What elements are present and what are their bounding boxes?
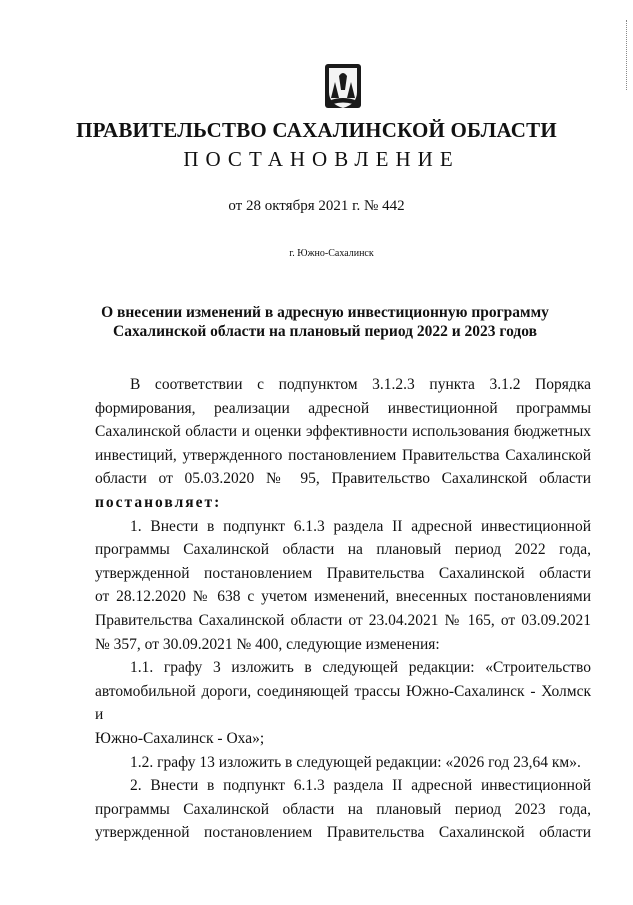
body-line: 2. Внести в подпункт 6.1.3 раздела II адресной инвестиционной — [130, 777, 591, 795]
body-line: 1.2. графу 13 изложить в следующей редакции: «2026 год 23,64 км». — [130, 753, 581, 771]
document-city: г. Южно-Сахалинск — [289, 248, 374, 259]
body-line: программы Сахалинской области на плановый период 2023 года, — [95, 800, 591, 818]
body-line: Южно-Сахалинск - Оха»; — [95, 729, 265, 747]
body-line: утвержденной постановлением Правительства Сахалинской области — [95, 564, 591, 582]
sakhalin-emblem-icon — [317, 62, 369, 114]
body-line: области от 05.03.2020 № 95, Правительство Сахалинской области — [95, 470, 591, 488]
body-line: № 357, от 30.09.2021 № 400, следующие изменения: — [95, 635, 440, 653]
body-line: автомобильной дороги, соединяющей трассы Южно-Сахалинск - Холмск и — [95, 682, 591, 724]
body-line: программы Сахалинской области на плановый период 2022 года, — [95, 541, 591, 559]
document-date-number: от 28 октября 2021 г. № 442 — [228, 198, 405, 214]
body-line: 1.1. графу 3 изложить в следующей редакции: «Строительство — [130, 659, 591, 677]
decree-word: постановляет: — [95, 493, 222, 511]
organization-title: ПРАВИТЕЛЬСТВО САХАЛИНСКОЙ ОБЛАСТИ — [76, 118, 557, 142]
body-line: формирования, реализации адресной инвестиционной программы — [95, 399, 591, 417]
body-line: Правительства Сахалинской области от 23.04.2021 № 165, от 03.09.2021 — [95, 611, 591, 629]
document-body — [95, 373, 591, 845]
decree-word-line — [95, 491, 591, 515]
document-subject — [90, 303, 560, 341]
subject-line: Сахалинской области на плановый период 2022 и 2023 годов — [113, 323, 537, 340]
subject-line: О внесении изменений в адресную инвестиционную программу — [101, 304, 549, 321]
body-line: утвержденной постановлением Правительства Сахалинской области — [95, 824, 591, 842]
scan-margin-marks — [626, 20, 629, 90]
body-line: от 28.12.2020 № 638 с учетом изменений, внесенных постановлениями — [95, 588, 591, 606]
document-type-title: ПОСТАНОВЛЕНИЕ — [183, 147, 460, 171]
body-line: 1. Внести в подпункт 6.1.3 раздела II адресной инвестиционной — [130, 517, 591, 535]
body-line: Сахалинской области и оценки эффективности использования бюджетных — [95, 423, 591, 441]
body-line: В соответствии с подпунктом 3.1.2.3 пункта 3.1.2 Порядка — [130, 376, 591, 393]
body-line: инвестиций, утвержденного постановлением Правительства Сахалинской — [95, 446, 591, 464]
